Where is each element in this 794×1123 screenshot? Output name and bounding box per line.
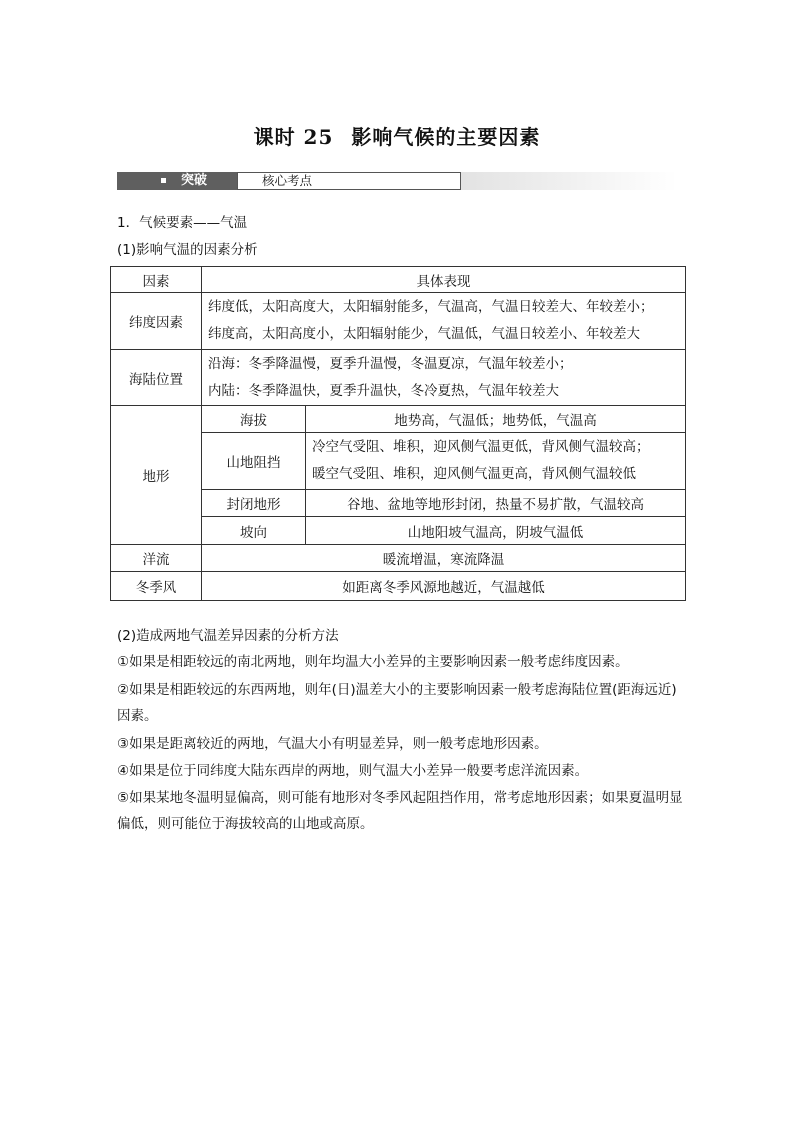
table-row: [111, 545, 686, 572]
altitude-detail: 地势高，气温低；地势低，气温高: [306, 406, 686, 433]
list-item: ③如果是距离较近的两地，气温大小有明显差异，则一般考虑地形因素。: [117, 736, 548, 752]
banner-label: 核心考点: [262, 173, 313, 188]
monsoon-detail: 如距离冬季风源地越近，气温越低: [202, 572, 686, 601]
table-row: [111, 293, 686, 350]
slope-label: 坡向: [202, 517, 306, 545]
slope-detail: 山地阳坡气温高，阴坡气温低: [306, 517, 686, 545]
header-detail: 具体表现: [202, 267, 686, 293]
banner-tag: [117, 172, 237, 190]
land-sea-label: 海陆位置: [111, 350, 202, 406]
table-header-row: [111, 267, 686, 293]
section1-heading: 1．气候要素——气温: [117, 215, 248, 231]
latitude-line-1: 纬度低，太阳高度大，太阳辐射能多，气温高，气温日较差大、年较差小；: [208, 299, 654, 315]
table-row: [111, 350, 686, 406]
page-title: [0, 121, 794, 150]
table-row: [111, 572, 686, 601]
list-item: ④如果是位于同纬度大陆东西岸的两地，则气温大小差异一般要考虑洋流因素。: [117, 763, 589, 779]
table-row: [111, 406, 686, 433]
banner-tag-label: 突破: [181, 173, 208, 188]
lesson-topic: 影响气候的主要因素: [351, 125, 541, 149]
section-banner: [117, 172, 677, 190]
altitude-label: 海拔: [202, 406, 306, 433]
list-item: ⑤如果某地冬温明显偏高，则可能有地形对冬季风起阻挡作用，常考虑地形因素；如果夏温明显偏低，则可能位于海拔较高的山地或高原。: [117, 790, 683, 832]
banner-label-box: [237, 172, 461, 190]
closed-terrain-label: 封闭地形: [202, 490, 306, 517]
current-detail: 暖流增温，寒流降温: [202, 545, 686, 572]
latitude-line-2: 纬度高，太阳高度小，太阳辐射能少，气温低，气温日较差小、年较差大: [208, 326, 640, 342]
mountain-line-2: 暖空气受阻、堆积，迎风侧气温更高，背风侧气温较低: [312, 466, 636, 482]
monsoon-label: 冬季风: [111, 572, 202, 601]
section2-heading: (2)造成两地气温差异因素的分析方法: [117, 628, 339, 644]
latitude-label: 纬度因素: [111, 293, 202, 350]
latitude-detail: [202, 293, 686, 350]
square-bullet-icon: [161, 178, 166, 183]
factor-table: [110, 266, 686, 601]
list-item: ②如果是相距较远的东西两地，则年(日)温差大小的主要影响因素一般考虑海陆位置(距海远近)因素。: [117, 682, 677, 724]
mountain-line-1: 冷空气受阻、堆积，迎风侧气温更低，背风侧气温较高；: [312, 439, 650, 455]
mountain-label: 山地阻挡: [202, 433, 306, 490]
closed-terrain-detail: 谷地、盆地等地形封闭，热量不易扩散，气温较高: [306, 490, 686, 517]
land-sea-detail: [202, 350, 686, 406]
list-item: ①如果是相距较远的南北两地，则年均温大小差异的主要影响因素一般考虑纬度因素。: [117, 654, 629, 670]
land-sea-line-1: 沿海：冬季降温慢，夏季升温慢，冬温夏凉，气温年较差小；: [208, 355, 573, 372]
terrain-label: 地形: [111, 406, 202, 545]
land-sea-line-2: 内陆：冬季降温快，夏季升温快，冬冷夏热，气温年较差大: [208, 382, 559, 399]
header-factor: 因素: [111, 267, 202, 293]
mountain-detail: [306, 433, 686, 490]
lesson-number: 课时 25: [253, 125, 334, 149]
current-label: 洋流: [111, 545, 202, 572]
section1-subheading: (1)影响气温的因素分析: [117, 242, 258, 258]
